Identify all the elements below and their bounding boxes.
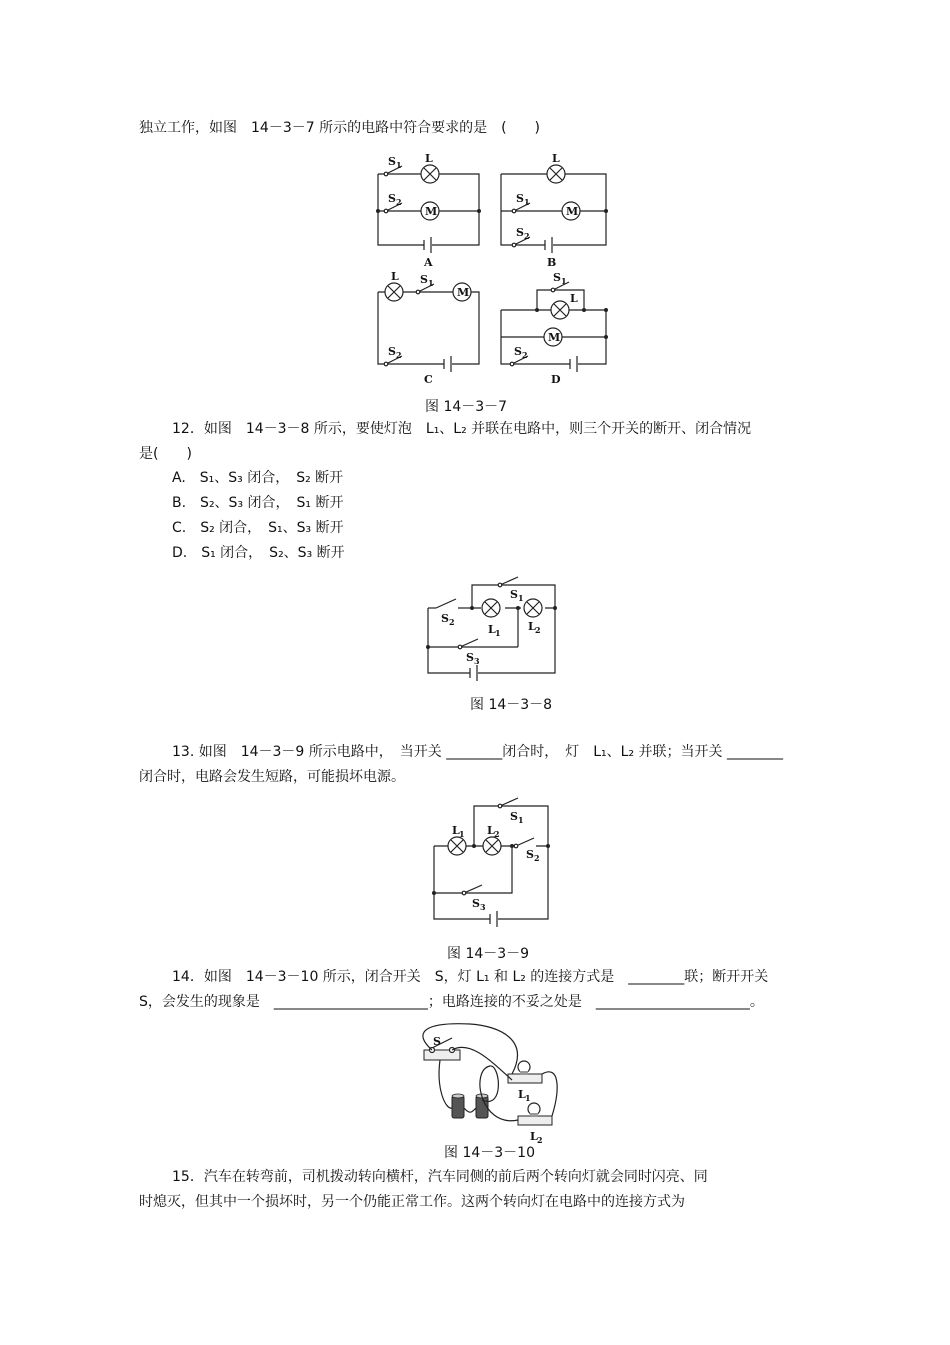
svg-text:A: A [424, 256, 433, 269]
svg-text:S: S [526, 848, 534, 861]
svg-text:M: M [457, 286, 470, 299]
svg-text:1: 1 [459, 829, 465, 839]
svg-text:M: M [425, 205, 438, 218]
question-12-option-d: D. S₁ 闭合， S₂、S₃ 断开 [172, 545, 345, 561]
svg-text:L: L [488, 623, 496, 636]
figure-14-3-8-caption: 图 14－3－8 [470, 697, 553, 713]
figure-14-3-9-caption: 图 14－3－9 [447, 946, 530, 962]
svg-text:M: M [548, 331, 561, 344]
svg-text:2: 2 [522, 350, 528, 360]
figure-14-3-7-caption: 图 14－3－7 [425, 399, 508, 415]
question-12-text: 12．如图 14－3－8 所示，要使灯泡 L₁、L₂ 并联在电路中，则三个开关的断开、闭合情况 [172, 421, 752, 437]
svg-text:1: 1 [428, 278, 434, 288]
svg-text:S: S [510, 588, 518, 601]
question-12-option-b: B. S₂、S₃ 闭合， S₁ 断开 [172, 495, 344, 511]
question-12-option-a: A. S₁、S₃ 闭合， S₂ 断开 [172, 470, 344, 486]
svg-text:S: S [553, 271, 561, 284]
question-12-text-cont: 是( ) [139, 446, 192, 462]
svg-text:1: 1 [525, 1093, 531, 1103]
figure-14-3-10-caption: 图 14－3－10 [444, 1145, 535, 1161]
svg-text:S: S [441, 612, 449, 625]
question-13-text: 13. 如图 14－3－9 所示电路中， 当开关 ________闭合时， 灯 L₁、L₂ 并联；当开关 ________ [172, 744, 783, 760]
svg-text:L: L [425, 152, 433, 165]
svg-text:S: S [466, 651, 474, 664]
svg-text:2: 2 [396, 197, 402, 207]
svg-text:L: L [487, 824, 495, 837]
question-14-text: 14．如图 14－3－10 所示，闭合开关 S，灯 L₁ 和 L₂ 的连接方式是 ________联；断开开关 [172, 969, 769, 985]
svg-text:L: L [518, 1088, 526, 1101]
svg-text:2: 2 [537, 1135, 543, 1145]
svg-text:L: L [530, 1130, 538, 1143]
question-14-text-cont: S，会发生的现象是 ______________________；电路连接的不妥之处是 ______________________。 [139, 994, 764, 1010]
svg-text:3: 3 [474, 656, 480, 666]
svg-text:S: S [516, 226, 524, 239]
svg-text:L: L [552, 152, 560, 165]
svg-text:2: 2 [449, 617, 455, 627]
svg-text:C: C [424, 373, 433, 386]
question-15-text-cont: 时熄灭，但其中一个损坏时，另一个仍能正常工作。这两个转向灯在电路中的连接方式为 [139, 1194, 685, 1210]
svg-text:1: 1 [561, 276, 567, 286]
svg-text:S: S [514, 345, 522, 358]
svg-text:S: S [388, 192, 396, 205]
svg-text:S: S [388, 345, 396, 358]
svg-text:3: 3 [480, 902, 486, 912]
svg-text:S: S [420, 273, 428, 286]
svg-text:L: L [391, 270, 399, 283]
svg-text:M: M [566, 205, 579, 218]
svg-text:S: S [516, 192, 524, 205]
question-12-option-c: C. S₂ 闭合， S₁、S₃ 断开 [172, 520, 344, 536]
svg-text:S: S [388, 155, 396, 168]
svg-text:S: S [472, 897, 480, 910]
svg-text:1: 1 [518, 593, 524, 603]
svg-text:2: 2 [534, 853, 540, 863]
svg-text:2: 2 [535, 625, 541, 635]
svg-text:D: D [551, 373, 561, 386]
svg-text:2: 2 [524, 231, 530, 241]
svg-text:2: 2 [396, 350, 402, 360]
svg-text:1: 1 [396, 160, 402, 170]
svg-text:L: L [570, 292, 578, 305]
question-11-text: 独立工作，如图 14－3－7 所示的电路中符合要求的是 ( ) [139, 120, 541, 136]
svg-text:B: B [547, 256, 557, 269]
svg-text:S: S [510, 810, 518, 823]
question-13-text-cont: 闭合时，电路会发生短路，可能损坏电源。 [139, 769, 405, 785]
svg-text:1: 1 [495, 628, 501, 638]
svg-text:S: S [433, 1035, 441, 1048]
svg-text:L: L [452, 824, 460, 837]
svg-text:2: 2 [494, 829, 500, 839]
svg-text:1: 1 [518, 815, 524, 825]
svg-text:1: 1 [524, 197, 530, 207]
svg-text:L: L [528, 620, 536, 633]
question-15-text: 15．汽车在转弯前，司机拨动转向横杆，汽车同侧的前后两个转向灯就会同时闪亮、同 [172, 1169, 708, 1185]
